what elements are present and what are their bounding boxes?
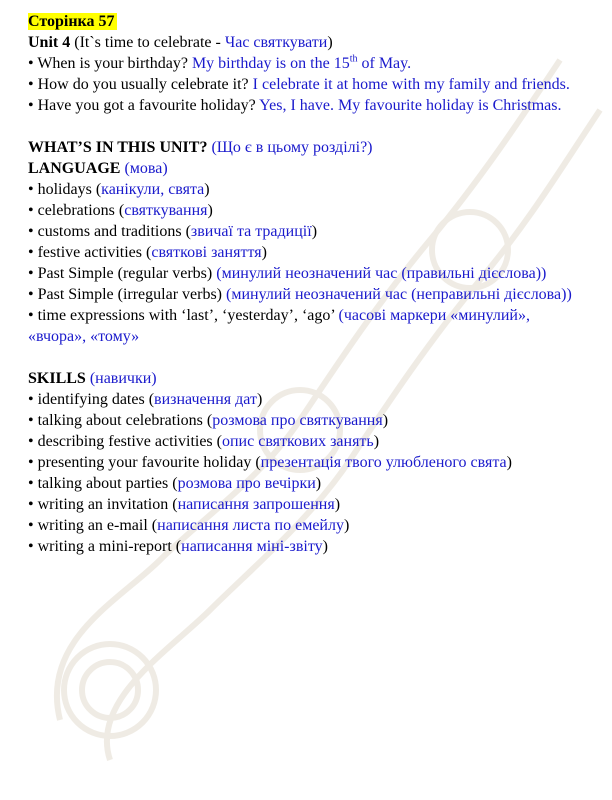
document-body — [28, 11, 588, 557]
page-label: Сторінка 57 — [28, 13, 115, 30]
qa-answer: My birthday is on the 15 — [191, 55, 350, 72]
skills-item — [28, 515, 588, 536]
item-en: • festive activities ( — [28, 244, 152, 261]
item-end: ) — [204, 181, 210, 198]
item-ua: (часові маркери «минулий», «вчора», «тому» — [28, 307, 530, 345]
qa-answer-sup: th — [349, 53, 358, 65]
qa-question: • When is your birthday? — [28, 55, 192, 72]
item-ua: (минулий неозначений час (правильні дієслова)) — [216, 265, 547, 282]
skills-item — [28, 473, 588, 494]
item-ua: святкування — [124, 202, 208, 219]
qa-item — [28, 74, 588, 95]
item-end: ) — [506, 454, 512, 471]
qa-answer: Yes, I have. My favourite holiday is Christmas. — [259, 97, 562, 114]
item-en: • talking about parties ( — [28, 475, 178, 492]
qa-item — [28, 95, 588, 116]
skills-item — [28, 389, 588, 410]
item-ua: опис святкових занять — [221, 433, 374, 450]
skills-item — [28, 431, 588, 452]
qa-question: • Have you got a favourite holiday? — [28, 97, 260, 114]
item-ua: (минулий неозначений час (неправильні дієслова)) — [226, 286, 572, 303]
item-en: • identifying dates ( — [28, 391, 155, 408]
item-end: ) — [256, 391, 263, 408]
item-en: • writing an invitation ( — [28, 496, 178, 513]
item-ua: написання запрошення — [177, 496, 335, 513]
whats-in-ua: (Що є в цьому розділі?) — [207, 139, 373, 156]
language-heading — [28, 158, 588, 179]
language-item — [28, 284, 588, 305]
item-en: • writing an e-mail ( — [28, 517, 158, 534]
language-heading-ua: (мова) — [120, 160, 168, 177]
whats-in-heading — [28, 137, 588, 158]
qa-item — [28, 53, 588, 74]
unit-subtitle-ua: Час святкувати — [224, 34, 328, 51]
item-en: • celebrations ( — [28, 202, 125, 219]
item-en: • Past Simple (regular verbs) — [28, 265, 217, 282]
language-heading-en: LANGUAGE — [28, 160, 121, 177]
qa-answer-end: of May. — [357, 55, 412, 72]
item-ua: звичаї та традиції — [190, 223, 312, 240]
unit-subtitle-en: (It`s time to celebrate - — [74, 34, 225, 51]
item-ua: розмова про святкування — [212, 412, 383, 429]
item-en: • presenting your favourite holiday ( — [28, 454, 261, 471]
skills-heading-ua: (навички) — [85, 370, 157, 387]
item-ua: визначення дат — [154, 391, 257, 408]
qa-answer: I celebrate it at home with my family and friends. — [252, 76, 570, 93]
unit-title-line — [28, 32, 588, 53]
item-en: • Past Simple (irregular verbs) — [28, 286, 226, 303]
item-end: ) — [382, 412, 389, 429]
item-en: • writing a mini-report ( — [28, 538, 182, 555]
skills-heading-en: SKILLS — [28, 370, 86, 387]
skills-item — [28, 494, 588, 515]
item-en: • customs and traditions ( — [28, 223, 191, 240]
item-ua: написання листа по емейлу — [157, 517, 344, 534]
item-end: ) — [261, 244, 267, 261]
language-item — [28, 200, 588, 221]
item-ua: святкові заняття — [151, 244, 262, 261]
item-en: • holidays ( — [28, 181, 102, 198]
item-en: • describing festive activities ( — [28, 433, 222, 450]
item-en: • talking about celebrations ( — [28, 412, 213, 429]
unit-title: Unit 4 — [28, 34, 71, 51]
item-end: ) — [334, 496, 341, 513]
language-item — [28, 305, 588, 347]
skills-item — [28, 410, 588, 431]
skills-item — [28, 536, 588, 557]
language-item — [28, 179, 588, 200]
skills-heading — [28, 368, 588, 389]
item-end: ) — [373, 433, 380, 450]
language-item — [28, 242, 588, 263]
unit-subtitle-close: ) — [327, 34, 333, 51]
item-end: ) — [311, 223, 318, 240]
item-ua: презентація твого улюбленого свята — [260, 454, 507, 471]
qa-question: • How do you usually celebrate it? — [28, 76, 253, 93]
item-end: ) — [207, 202, 213, 219]
item-en: • time expressions with ‘last’, ‘yesterday’, ‘ago’ — [28, 307, 339, 324]
item-ua: написання міні-звіту — [181, 538, 323, 555]
language-item — [28, 263, 588, 284]
item-end: ) — [315, 475, 322, 492]
whats-in-en: WHAT’S IN THIS UNIT? — [28, 139, 208, 156]
language-item — [28, 221, 588, 242]
skills-item — [28, 452, 588, 473]
item-ua: канікули, свята — [101, 181, 205, 198]
page-label-line — [28, 11, 588, 32]
item-end: ) — [343, 517, 350, 534]
item-end: ) — [322, 538, 328, 555]
item-ua: розмова про вечірки — [177, 475, 316, 492]
